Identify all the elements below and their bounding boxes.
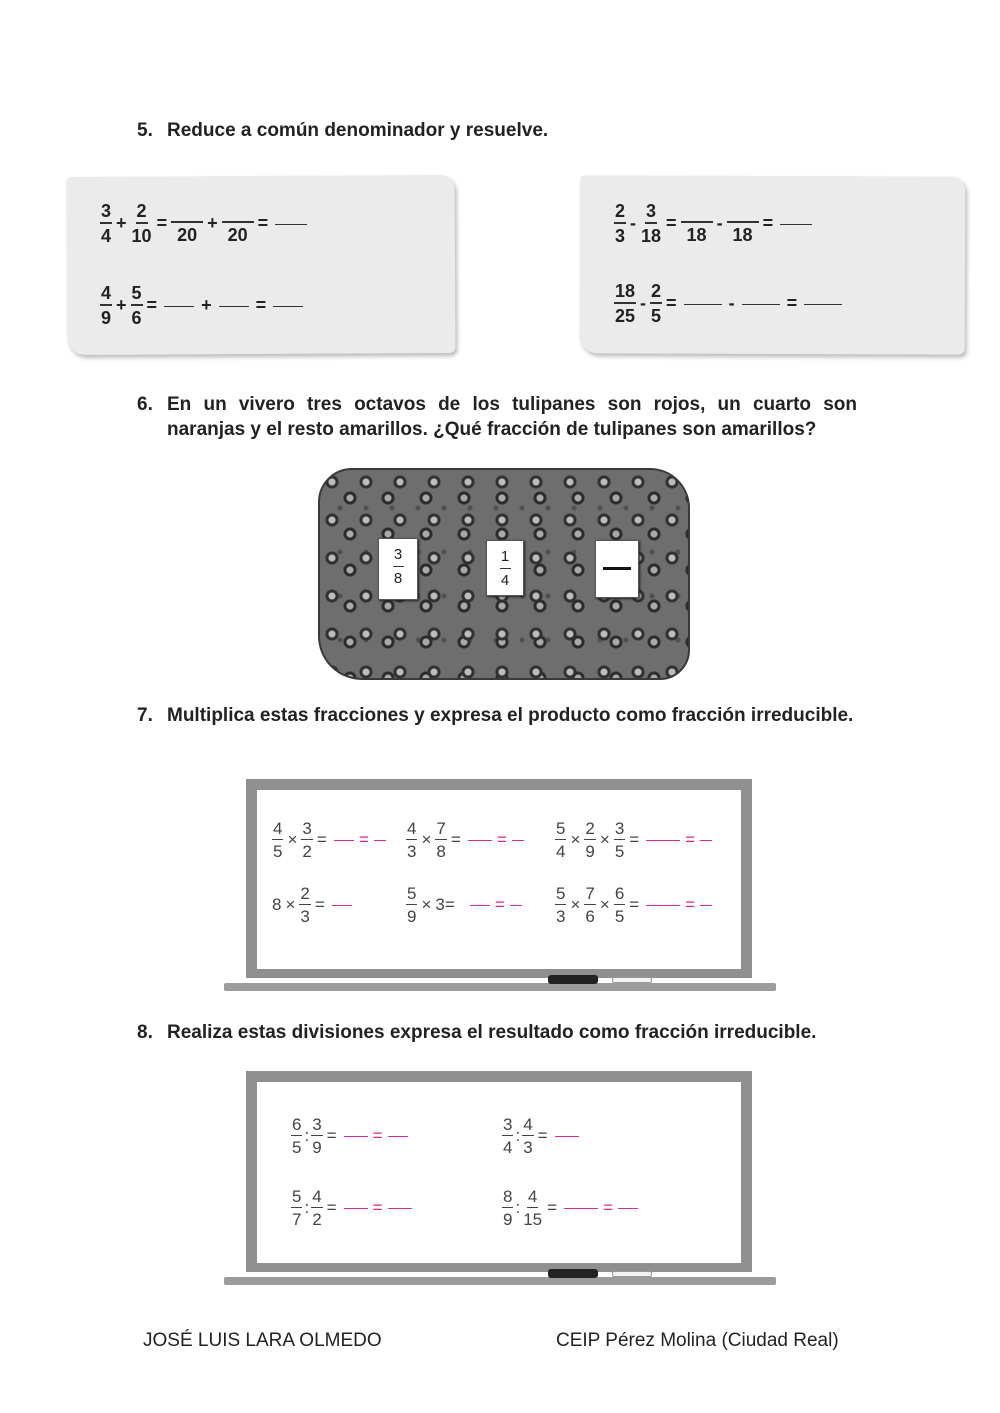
answer-blank[interactable] (344, 1208, 368, 1209)
fraction-tag-red: $\frac{3}{8}$ (378, 538, 418, 600)
q8-item-1: $\frac{6}{5}$ : $\frac{3}{9}$ = = (291, 1116, 411, 1156)
footer-school: CEIP Pérez Molina (Ciudad Real) (556, 1330, 839, 1351)
whiteboard-division (246, 1071, 752, 1272)
chalk (612, 1271, 652, 1277)
answer-blank[interactable] (512, 840, 524, 841)
answer-blank[interactable] (804, 303, 842, 305)
answer-blank[interactable] (388, 1136, 408, 1137)
answer-blank[interactable] (700, 905, 712, 906)
question-7-title: 7. Multiplica estas fracciones y expresa el producto como fracción irreducible. (137, 705, 854, 726)
whiteboard-ledge (224, 983, 776, 991)
q7-item-6: $\frac{5}{3}$ × $\frac{7}{6}$ × $\frac{6}{5}$ = = (555, 885, 715, 925)
q7-item-1: $\frac{4}{5}$ × $\frac{3}{2}$ = = (272, 820, 389, 860)
question-6-title: 6. En un vivero tres octavos de los tulipanes son rojos, un cuarto son naranjas y el resto amarillos. ¿Qué fracción de tulipanes son amarillos? (137, 394, 857, 440)
answer-blank[interactable] (684, 303, 722, 305)
eraser (548, 1269, 598, 1278)
q8-item-4: $\frac{8}{9}$ : $\frac{4}{15}$ = = (502, 1188, 641, 1228)
q7-item-2: $\frac{4}{3}$ × $\frac{7}{8}$ = = (406, 820, 527, 860)
q5-left-expression-1: $\frac{3}{4}$ + $\frac{2}{10}$ = 20 + 20 = (100, 202, 310, 245)
q5-right-expression-1: $\frac{2}{3}$ - $\frac{3}{18}$ = 18 - 18 = (614, 202, 815, 245)
q5-left-expression-2: $\frac{4}{9}$ + $\frac{5}{6}$ = + = (100, 284, 306, 327)
answer-blank[interactable] (388, 1208, 412, 1209)
answer-blank[interactable] (275, 223, 307, 225)
answer-blank[interactable] (555, 1136, 579, 1137)
answer-blank[interactable] (344, 1136, 368, 1137)
answer-blank[interactable] (700, 840, 712, 841)
footer-author: JOSÉ LUIS LARA OLMEDO (143, 1330, 382, 1351)
answer-blank[interactable] (646, 905, 680, 906)
q7-item-4: 8 × $\frac{2}{3}$ = (272, 885, 355, 925)
answer-blank[interactable] (510, 905, 522, 906)
answer-blank[interactable] (219, 305, 249, 307)
chalk (612, 977, 652, 983)
answer-blank[interactable] (468, 840, 492, 841)
whiteboard-multiplication (246, 779, 752, 978)
answer-blank[interactable] (334, 840, 354, 841)
answer-blank[interactable] (564, 1208, 598, 1209)
answer-blank[interactable] (470, 905, 490, 906)
fraction-tag-orange: $\frac{1}{4}$ (486, 540, 524, 596)
q7-item-3: $\frac{5}{4}$ × $\frac{2}{9}$ × $\frac{3}{5}$ = = (555, 820, 715, 860)
answer-blank[interactable] (618, 1208, 638, 1209)
answer-blank[interactable] (780, 223, 812, 225)
q8-item-3: $\frac{5}{7}$ : $\frac{4}{2}$ = = (291, 1188, 415, 1228)
eraser (548, 975, 598, 984)
fraction-tag-yellow-answer[interactable] (595, 540, 639, 598)
question-5-title: 5. Reduce a común denominador y resuelve. (137, 120, 549, 141)
answer-blank[interactable] (742, 303, 780, 305)
q5-right-expression-2: $\frac{18}{25}$ - $\frac{2}{5}$ = - = (614, 282, 845, 325)
whiteboard-ledge (224, 1277, 776, 1285)
tulip-garden-illustration (318, 468, 690, 680)
answer-blank[interactable] (332, 905, 352, 906)
answer-blank[interactable] (164, 305, 194, 307)
q7-item-5: $\frac{5}{9}$ × 3 = = (406, 885, 525, 925)
answer-blank[interactable] (646, 840, 680, 841)
answer-blank[interactable] (374, 840, 386, 841)
question-8-title: 8. Realiza estas divisiones expresa el resultado como fracción irreducible. (137, 1022, 817, 1043)
q8-item-2: $\frac{3}{4}$ : $\frac{4}{3}$ = (502, 1116, 582, 1156)
answer-blank[interactable] (273, 305, 303, 307)
